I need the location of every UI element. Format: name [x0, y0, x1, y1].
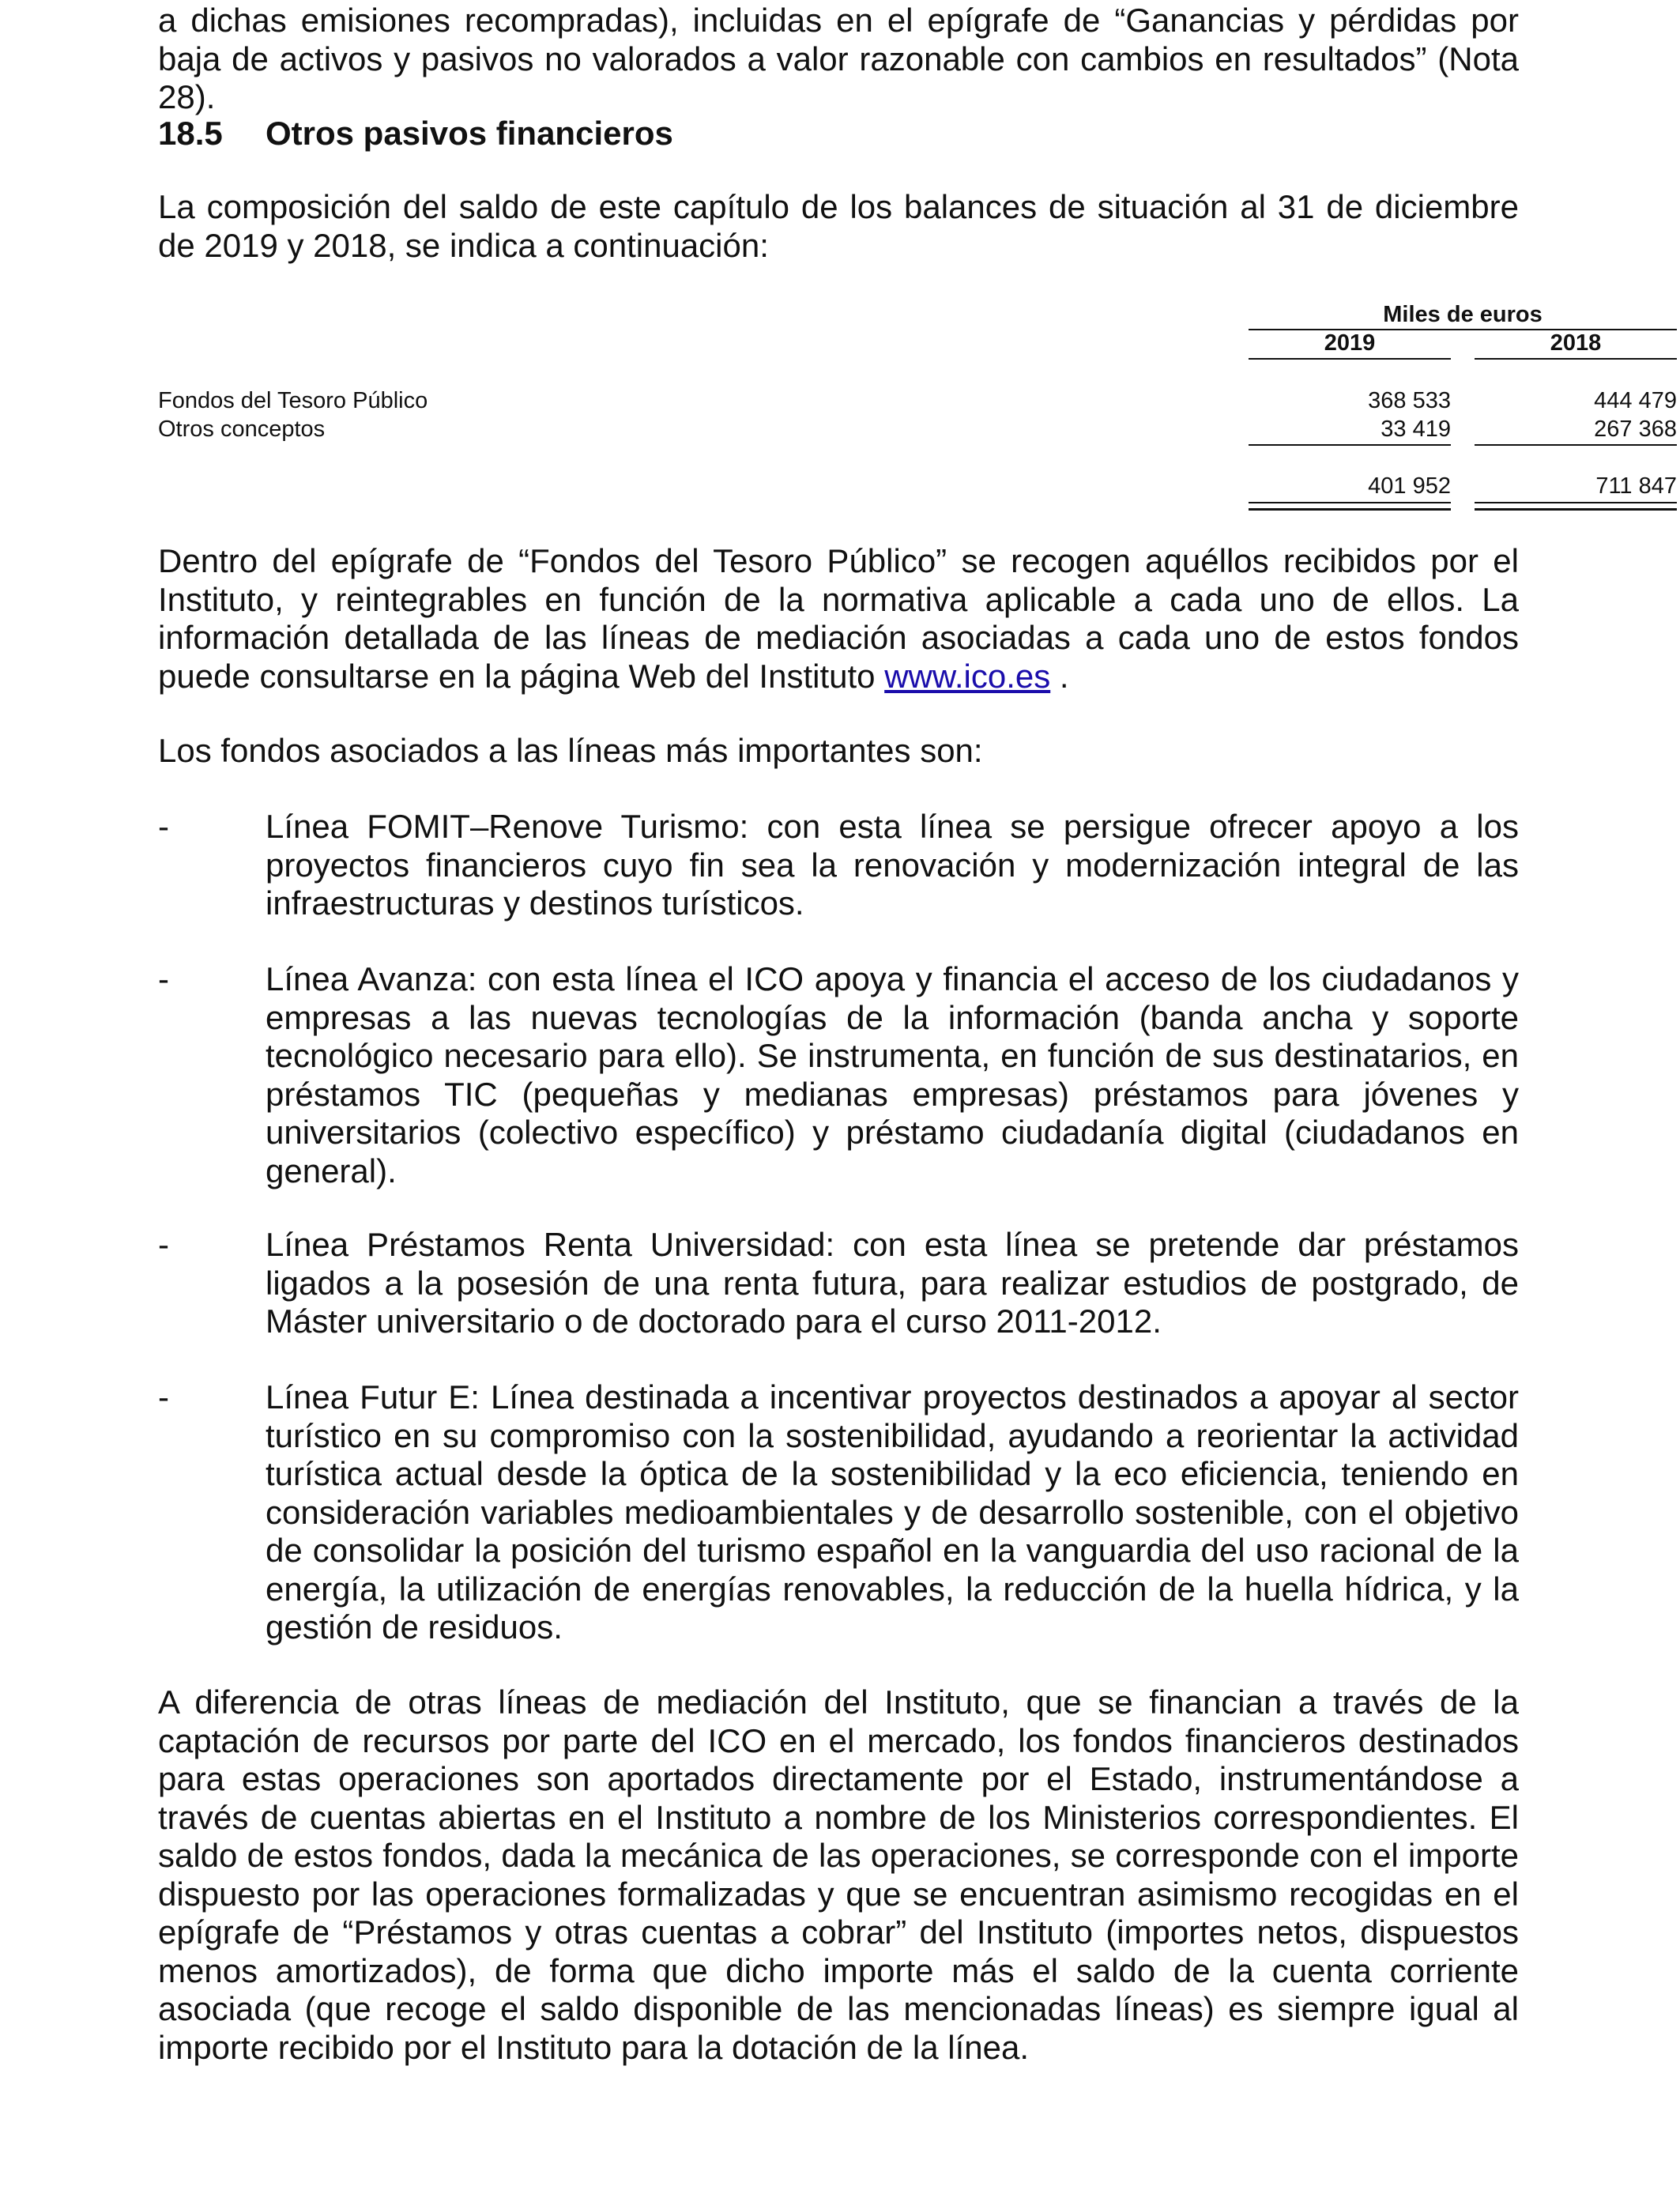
subtotal-rule-2019 — [1249, 444, 1451, 446]
bullet-dash: - — [158, 808, 169, 845]
year-2019-rule — [1249, 358, 1451, 360]
list-item-text: Línea Futur E: Línea destinada a incentivar proyectos destinados a apoyar al sector turístico en su compromiso con la sostenibilidad, ayudando a reorientar la actividad turística actual desde la óptica de la sostenibilidad y la eco eficiencia, teniendo en consideración variables medioambientales y de desarrollo sostenible, con el objetivo de consolidar la posición del turismo español en la vanguardia del uso racional de la energía, la utilización de energías renovables, la reducción de la huella hídrica, y la gestión de residuos. — [266, 1378, 1519, 1646]
fondos-paragraph — [158, 542, 1519, 696]
list-item-text: Línea FOMIT–Renove Turismo: con esta línea se persigue ofrecer apoyo a los proyectos financieros cuyo fin sea la renovación y modernización integral de las infraestructuras y destinos turísticos. — [266, 808, 1519, 922]
total-double-rule-2019 — [1249, 502, 1451, 511]
composition-paragraph: La composición del saldo de este capítulo de los balances de situación al 31 de diciembre de 2019 y 2018, se indica a continuación: — [158, 188, 1519, 264]
total-double-rule-2018 — [1475, 502, 1677, 511]
list-item-text: Línea Avanza: con esta línea el ICO apoya y financia el acceso de los ciudadanos y empresas a las nuevas tecnologías de la información (banda ancha y soporte tecnológico necesario para ello). Se instrumenta, en función de sus destinatarios, en préstamos TIC (pequeñas y medianas empresas) préstamos para jóvenes y universitarios (colectivo específico) y préstamo ciudadanía digital (ciudadanos en general). — [266, 960, 1519, 1189]
row-label-fondos: Fondos del Tesoro Público — [158, 388, 428, 413]
closing-paragraph: A diferencia de otras líneas de mediación del Instituto, que se financian a través de la captación de recursos por parte del ICO en el mercado, los fondos financieros destinados para estas operaciones son aportados directamente por el Estado, instrumentándose a través de cuentas abiertas en el Instituto a nombre de los Ministerios correspondientes. El saldo de estos fondos, dada la mecánica de las operaciones, se corresponde con el importe dispuesto por las operaciones formalizadas y que se encuentran asimismo recogidas en el epígrafe de “Préstamos y otras cuentas a cobrar” del Instituto (importes netos, dispuestos menos amortizados), de forma que dicho importe más el saldo de la cuenta corriente asociada (que recoge el saldo disponible de las mencionadas líneas) es siempre igual al importe recibido por el Instituto para la dotación de la línea. — [158, 1683, 1519, 2066]
section-heading — [158, 115, 1519, 153]
row-value-otros-2018: 267 368 — [1594, 417, 1677, 442]
fondos-paragraph-text: Dentro del epígrafe de “Fondos del Tesoro Público” se recogen aquéllos recibidos por el Instituto, y reintegrables en función de la normativa aplicable a cada uno de ellos. La información detallada de las líneas de mediación asociadas a cada uno de estos fondos puede consultarse en la página Web del Instituto — [158, 542, 1519, 695]
list-item-text: Línea Préstamos Renta Universidad: con esta línea se pretende dar préstamos ligados a la posesión de una renta futura, para realizar estudios de postgrado, de Máster universitario o de doctorado para el curso 2011-2012. — [266, 1226, 1519, 1340]
year-2018-rule — [1475, 358, 1677, 360]
unit-header: Miles de euros — [1383, 302, 1543, 327]
list-item-futur-e — [158, 1378, 1519, 1647]
intro-paragraph: a dichas emisiones recompradas), incluidas en el epígrafe de “Ganancias y pérdidas por baja de activos y pasivos no valorados a valor razonable con cambios en resultados” (Nota 28). — [158, 2, 1519, 115]
fondos-paragraph-tail: . — [1050, 657, 1069, 695]
bullet-dash: - — [158, 1226, 169, 1263]
list-item-avanza — [158, 960, 1519, 1191]
lines-intro: Los fondos asociados a las líneas más importantes son: — [158, 732, 983, 769]
row-label-otros: Otros conceptos — [158, 417, 326, 442]
year-2019-header: 2019 — [1324, 330, 1376, 356]
subtotal-rule-2018 — [1475, 444, 1677, 446]
bullet-dash: - — [158, 1378, 169, 1416]
list-item-fomit — [158, 808, 1519, 923]
section-title: Otros pasivos financieros — [266, 115, 673, 152]
total-2019: 401 952 — [1368, 473, 1451, 499]
section-number: 18.5 — [158, 115, 223, 152]
row-value-fondos-2019: 368 533 — [1368, 388, 1451, 413]
bullet-dash: - — [158, 960, 169, 997]
row-value-fondos-2018: 444 479 — [1594, 388, 1677, 413]
year-2018-header: 2018 — [1550, 330, 1602, 356]
row-value-otros-2019: 33 419 — [1381, 417, 1451, 442]
list-item-renta-universidad — [158, 1226, 1519, 1341]
ico-website-link[interactable]: www.ico.es — [884, 657, 1051, 695]
total-2018: 711 847 — [1595, 473, 1677, 499]
balance-table — [158, 300, 1677, 514]
